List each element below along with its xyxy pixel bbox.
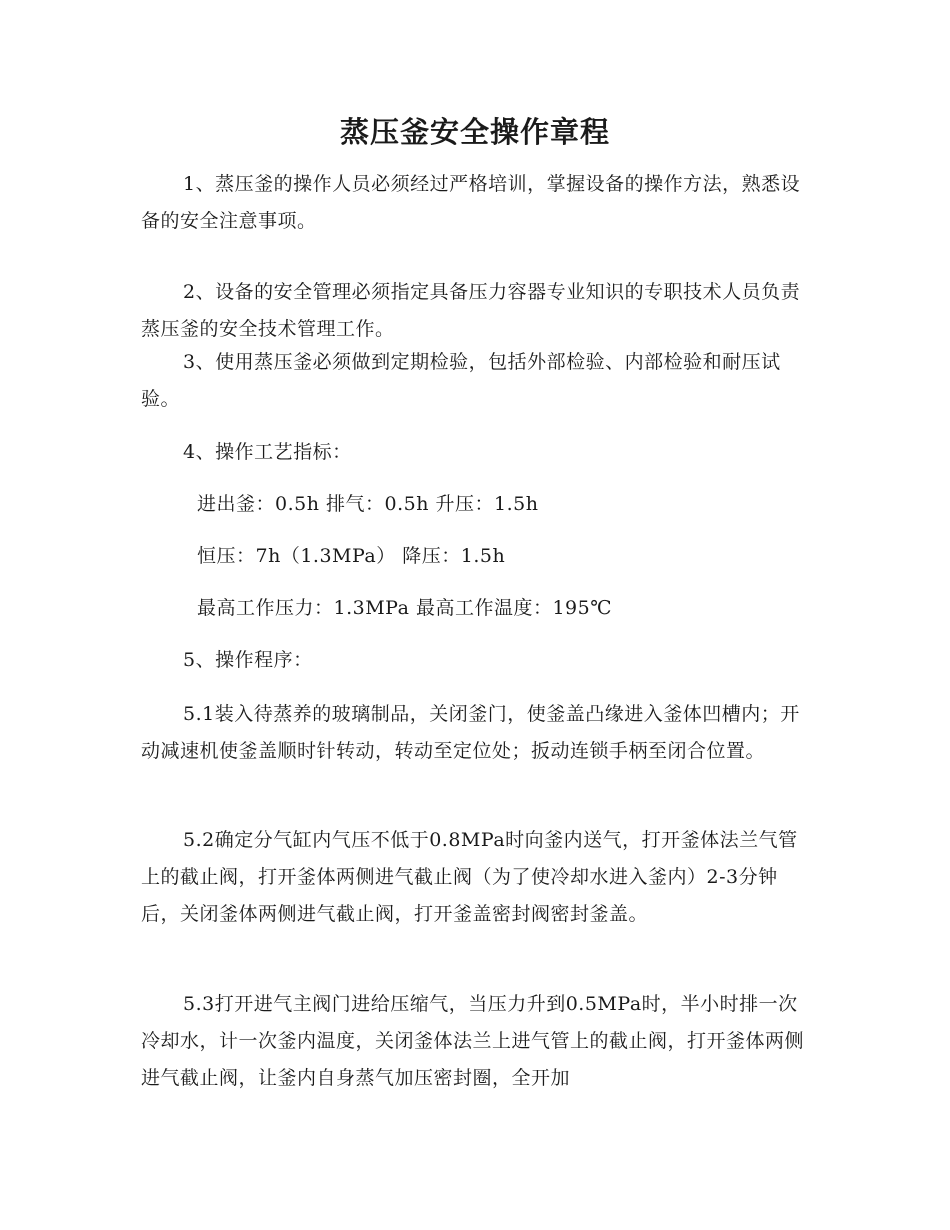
paragraph-5-3: 5.3打开进气主阀门进给压缩气，当压力升到0.5MPa时，半小时排一次冷却水，计一次釜内温度，关闭釜体法兰上进气管上的截止阀，打开釜体两侧进气截止阀，让釜内自身蒸气加压密封圈，全开加: [141, 993, 805, 1089]
paragraph-5-2: 5.2确定分气缸内气压不低于0.8MPa时向釜内送气，打开釜体法兰气管上的截止阀，打开釜体两侧进气截止阀（为了使冷却水进入釜内）2-3分钟后，关闭釜体两侧进气截止阀，打开釜盖密封阀密封釜盖。: [141, 829, 798, 925]
document-title: 蒸压釜安全操作章程: [339, 115, 610, 149]
spec-line-3: 最高工作压力：1.3MPa 最高工作温度：195℃: [197, 597, 612, 619]
paragraph-5-1: 5.1装入待蒸养的玻璃制品，关闭釜门，使釜盖凸缘进入釜体凹槽内；开动减速机使釜盖顺时针转动，转动至定位处；扳动连锁手柄至闭合位置。: [141, 703, 800, 762]
paragraph-4: 4、操作工艺指标：: [183, 441, 352, 463]
spec-line-2: 恒压：7h（1.3MPa） 降压：1.5h: [197, 545, 506, 567]
spec-line-1: 进出釜：0.5h 排气：0.5h 升压：1.5h: [197, 493, 539, 515]
paragraph-2: 2、设备的安全管理必须指定具备压力容器专业知识的专职技术人员负责蒸压釜的安全技术管理工作。: [141, 281, 801, 340]
paragraph-3: 3、使用蒸压釜必须做到定期检验，包括外部检验、内部检验和耐压试验。: [141, 351, 781, 410]
paragraph-5: 5、操作程序：: [183, 649, 313, 671]
paragraph-1: 1、蒸压釜的操作人员必须经过严格培训，掌握设备的操作方法，熟悉设备的安全注意事项。: [141, 173, 801, 232]
